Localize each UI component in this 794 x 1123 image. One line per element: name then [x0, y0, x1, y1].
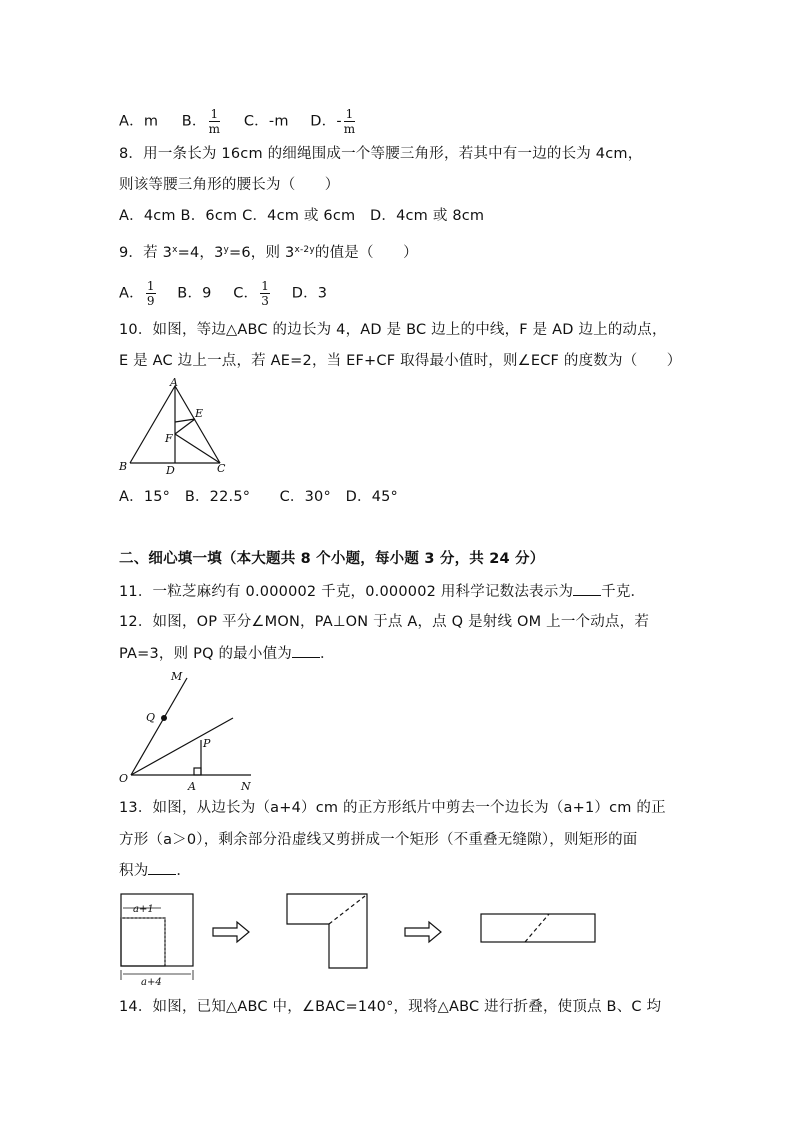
- q10-triangle-figure: [115, 378, 235, 478]
- q10-line1: 10．如图，等边△ABC 的边长为 4，AD 是 BC 边上的中线，F 是 AD 边上的动点，: [119, 322, 667, 338]
- q13-result-rectangle: [481, 914, 595, 942]
- q10-side-ab: [130, 386, 175, 463]
- q13-answer-blank[interactable]: [148, 862, 176, 875]
- q8-line1: 8．用一条长为 16cm 的细绳围成一个等腰三角形，若其中有一边的长为 4cm，: [119, 146, 643, 162]
- q9-option-c-fraction: $\frac{1}{3}$: [261, 279, 270, 308]
- q12-ray-om: [131, 678, 187, 775]
- q13-arrow-2: [405, 922, 441, 942]
- q10-line2: E 是 AC 边上一点，若 AE=2，当 EF+CF 取得最小值时，则∠ECF 的度数为（ ）: [119, 353, 682, 369]
- q10-label-e: E: [195, 407, 204, 420]
- q13-l-cut-line: [329, 896, 365, 924]
- q9-options: [119, 280, 327, 307]
- q9-option-c: C．: [233, 285, 259, 302]
- q7-option-d: D．-: [310, 113, 342, 130]
- q12-line2: PA=3，则 PQ 的最小值为 ．: [119, 646, 335, 662]
- q12-label-q: Q: [146, 711, 156, 724]
- q12-label-p: P: [203, 737, 211, 750]
- q9-stem: 9．若 $3^x=4$，$3^y=6$，则 $3^{x-2y}$的值是（ ）: [119, 245, 418, 261]
- q12-label-a: A: [188, 780, 196, 793]
- q7-options: [119, 108, 357, 135]
- q13-label-inner: a+1: [133, 904, 154, 915]
- q9-option-a: A．: [119, 285, 144, 302]
- q12-bisector-op: [131, 718, 233, 775]
- q13-line3: 积为 ．: [119, 863, 192, 879]
- q9-option-d: D．3: [291, 285, 328, 302]
- q10-side-ac: [175, 386, 220, 463]
- q7-option-d-fraction: $\frac{1}{m}$: [343, 107, 356, 136]
- q10-segment-fc: [175, 434, 220, 463]
- q12-answer-blank[interactable]: [292, 645, 320, 658]
- q12-right-angle-mark: [194, 768, 201, 775]
- q7-option-b: B．: [181, 113, 207, 130]
- q12-label-o: O: [119, 772, 129, 785]
- q14-line1: 14．如图，已知△ABC 中，∠BAC=140°，现将△ABC 进行折叠，使顶点 B、C 均: [119, 999, 662, 1015]
- q13-figure: [115, 888, 635, 988]
- q8-options: A．4cm B．6cm C．4cm 或 6cm D．4cm 或 8cm: [119, 208, 485, 224]
- q13-cut-square: [121, 918, 165, 966]
- q12-label-m: M: [171, 670, 183, 683]
- q13-line2: 方形（a＞0），剩余部分沿虚线又剪拼成一个矩形（不重叠无缝隙），则矩形的面: [119, 832, 638, 848]
- q11-stem: 11．一粒芝麻约有 0.000002 千克，0.000002 用科学记数法表示为 千克．: [119, 584, 646, 600]
- q10-label-f: F: [165, 432, 173, 445]
- q12-label-n: N: [241, 780, 251, 793]
- q13-l-shape: [287, 894, 367, 968]
- q13-label-outer: a+4: [141, 977, 162, 988]
- q13-line1: 13．如图，从边长为（a+4）cm 的正方形纸片中剪去一个边长为（a+1）cm 的正: [119, 800, 666, 816]
- q9-option-b: B．9: [177, 285, 212, 302]
- q12-angle-figure: [115, 668, 265, 796]
- section2-heading: 二、细心填一填（本大题共 8 个小题，每小题 3 分，共 24 分）: [119, 551, 545, 567]
- q10-label-b: B: [119, 460, 128, 473]
- q9-option-a-fraction: $\frac{1}{9}$: [146, 279, 155, 308]
- q13-rect-cut-line: [525, 914, 549, 942]
- q13-big-square: [121, 894, 193, 966]
- q13-arrow-1: [213, 922, 249, 942]
- q7-option-a: A．m: [119, 113, 159, 130]
- q10-options: A．15° B．22.5° C．30° D．45°: [119, 489, 398, 505]
- q7-option-b-fraction: $\frac{1}{m}$: [208, 107, 221, 136]
- q11-answer-blank[interactable]: [573, 583, 601, 596]
- q12-point-q: [161, 715, 167, 721]
- q8-line2: 则该等腰三角形的腰长为（ ）: [119, 177, 340, 193]
- q10-label-d: D: [166, 464, 175, 477]
- q12-line1: 12．如图，OP 平分∠MON，PA⊥ON 于点 A，点 Q 是射线 OM 上一个动点，若: [119, 614, 650, 630]
- q7-option-c: C．-m: [243, 113, 289, 130]
- q10-label-c: C: [217, 462, 226, 475]
- q10-label-a: A: [170, 378, 178, 389]
